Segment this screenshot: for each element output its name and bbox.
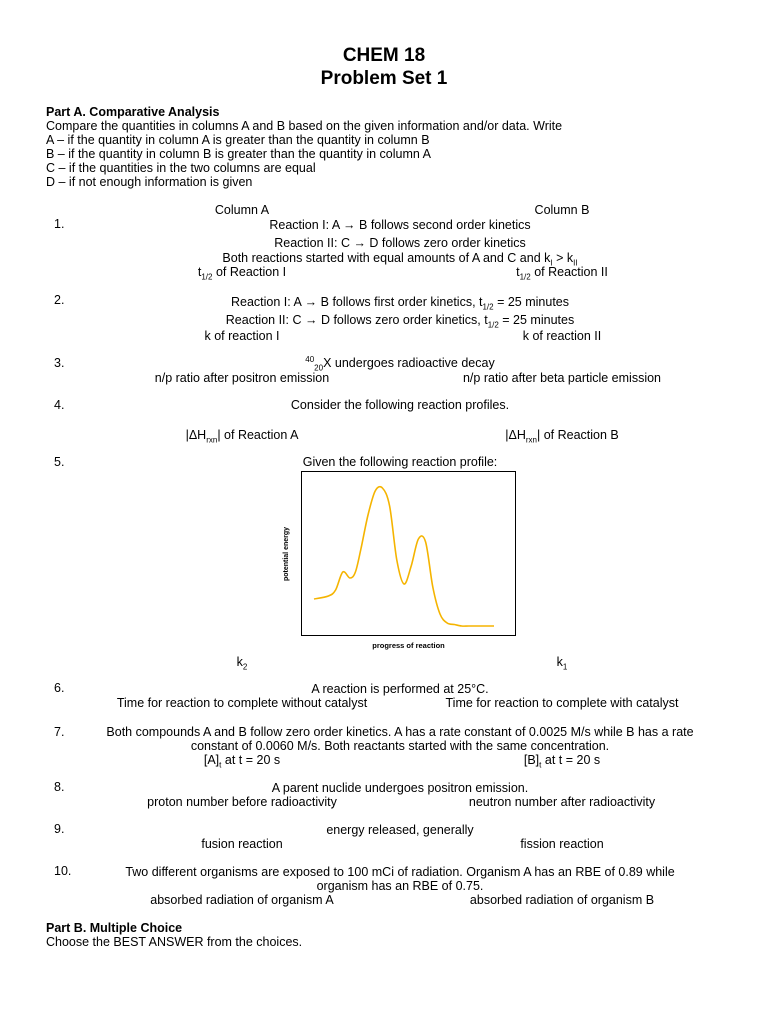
- question-number: 5.: [54, 455, 65, 469]
- question-number: 7.: [54, 725, 65, 739]
- column-b-header: Column B: [534, 203, 590, 217]
- q4-column-b: $|\Delta H_{rxn}|$ of Reaction B: [505, 428, 619, 445]
- q5-column-a: $k_2$: [236, 655, 248, 672]
- question-number: 6.: [54, 681, 65, 695]
- q9-column-b: fission reaction: [520, 837, 604, 851]
- q10-column-a: absorbed radiation of organism A: [150, 893, 334, 907]
- reaction-profile-plot: [302, 472, 515, 635]
- q7-stem-line: Both compounds A and B follow zero order kinetics. A has a rate constant of 0.0025 M/s while B has a rate: [106, 725, 694, 739]
- q3-column-b: n/p ratio after beta particle emission: [462, 371, 662, 385]
- q5-stem: Given the following reaction profile:: [302, 455, 498, 469]
- q7-stem-line: constant of 0.0060 M/s. Both reactants started with the same concentration.: [190, 739, 610, 753]
- instruction-line: C – if the quantities in the two columns are equal: [46, 161, 316, 175]
- q6-stem: A reaction is performed at 25°C.: [311, 682, 489, 696]
- part-b-instructions: Choose the BEST ANSWER from the choices.: [46, 935, 303, 949]
- q7-column-a: $[A]_t$ at t = 20 s: [203, 753, 281, 770]
- document-subtitle: Problem Set 1: [320, 68, 448, 89]
- question-number: 1.: [54, 217, 65, 231]
- q10-column-b: absorbed radiation of organism B: [469, 893, 655, 907]
- q2-stem-line: Reaction I: A → B follows first order kinetics, $t_{1/2} = 25$ minutes: [231, 295, 569, 312]
- q1-stem-line: Both reactions started with equal amounts of A and C and $k_I > k_{II}$: [222, 251, 578, 268]
- q3-column-a: n/p ratio after positron emission: [154, 371, 330, 385]
- part-b-heading: Part B. Multiple Choice: [46, 921, 183, 935]
- q1-stem-line: Reaction II: C → D follows zero order kinetics: [274, 236, 526, 250]
- question-number: 8.: [54, 780, 65, 794]
- q1-stem-line: Reaction I: A → B follows second order kinetics: [269, 218, 531, 232]
- q10-stem-line: organism has an RBE of 0.75.: [316, 879, 484, 893]
- document-title: CHEM 18: [342, 45, 426, 66]
- q6-column-b: Time for reaction to complete with catalyst: [445, 696, 679, 710]
- q10-stem-line: Two different organisms are exposed to 100 mCi of radiation. Organism A has an RBE of 0.89 while: [125, 865, 675, 879]
- question-number: 4.: [54, 398, 65, 412]
- column-a-header: Column A: [214, 203, 270, 217]
- q9-stem: energy released, generally: [326, 823, 474, 837]
- question-number: 10.: [54, 864, 72, 878]
- q6-column-a: Time for reaction to complete without catalyst: [116, 696, 368, 710]
- q5-column-b: $k_1$: [556, 655, 568, 672]
- instruction-line: Compare the quantities in columns A and B based on the given information and/or data. Write: [46, 119, 563, 133]
- chart-x-axis-label: progress of reaction: [372, 641, 445, 650]
- question-number: 2.: [54, 293, 65, 307]
- q3-stem: $^{40}_{20}$X undergoes radioactive decay: [305, 354, 495, 373]
- q4-stem: Consider the following reaction profiles.: [290, 398, 510, 412]
- q7-column-b: $[B]_t$ at t = 20 s: [523, 753, 601, 770]
- reaction-profile-chart: [301, 471, 516, 636]
- q8-stem: A parent nuclide undergoes positron emission.: [271, 781, 529, 795]
- q8-column-a: proton number before radioactivity: [147, 795, 337, 809]
- question-number: 9.: [54, 822, 65, 836]
- instruction-line: D – if not enough information is given: [46, 175, 253, 189]
- q2-stem-line: Reaction II: C → D follows zero order kinetics, $t_{1/2} = 25$ minutes: [225, 313, 575, 330]
- q8-column-b: neutron number after radioactivity: [468, 795, 656, 809]
- chart-y-axis-label: potential energy: [283, 526, 290, 582]
- energy-curve-series-0: [314, 487, 494, 626]
- part-a-heading: Part A. Comparative Analysis: [46, 105, 220, 119]
- q4-column-a: $|\Delta H_{rxn}|$ of Reaction A: [185, 428, 299, 445]
- q1-column-b: $t_{1/2}$ of Reaction II: [516, 265, 608, 282]
- question-number: 3.: [54, 356, 65, 370]
- instruction-line: A – if the quantity in column A is greater than the quantity in column B: [46, 133, 430, 147]
- q2-column-b: k of reaction II: [522, 329, 602, 343]
- q2-column-a: k of reaction I: [204, 329, 280, 343]
- q9-column-a: fusion reaction: [201, 837, 283, 851]
- instruction-line: B – if the quantity in column B is greater than the quantity in column A: [46, 147, 431, 161]
- q1-column-a: $t_{1/2}$ of Reaction I: [197, 265, 287, 282]
